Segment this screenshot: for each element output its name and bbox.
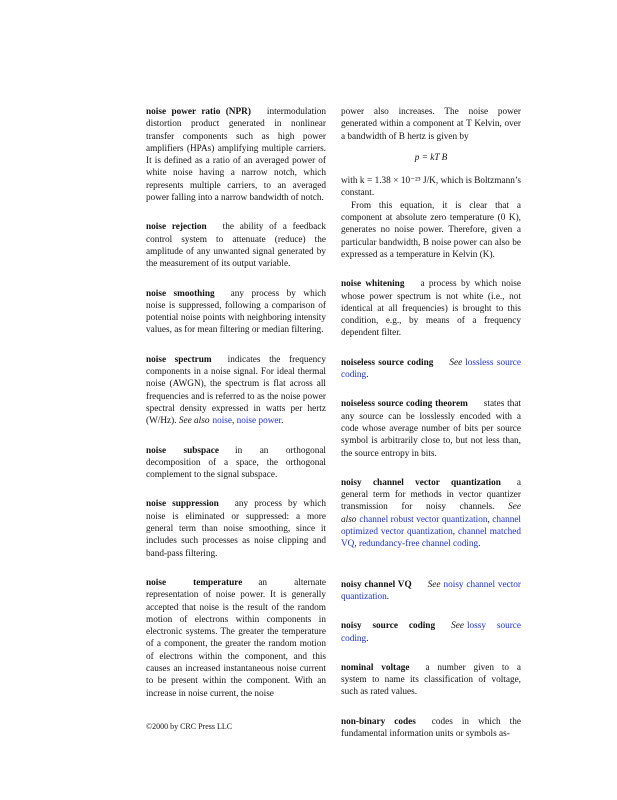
entry-term: noisy channel vector quantization [341, 477, 501, 488]
entry-noiseless-source-coding [341, 357, 521, 382]
entry-definition: an alternate representation of noise power. It is generally accepted that noise is the result of the random motion of electrons within components in electronic systems. The greater the temperature of a component, the greater the random motion of electrons within the component, and this causes an increased instantaneous noise current to be present within the component. With an increase in noise current, the noise [146, 577, 326, 699]
entry-term: noise temperature [146, 577, 243, 588]
entry-definition: a general term for methods in vector quantizer transmission for noisy channels. [341, 477, 521, 513]
link-redundancy-free-channel-coding[interactable]: redundancy-free channel coding [359, 539, 479, 550]
entry-term: noiseless source coding [341, 357, 434, 368]
entry-term: non-binary codes [341, 716, 416, 727]
entry-definition: the ability of a feedback control system to attenuate (reduce) the amplitude of any unwanted signal generated by the measurement of its output variable. [146, 222, 326, 270]
link-noise[interactable]: noise [212, 416, 232, 427]
see-also-label: See also [178, 416, 210, 427]
link-separator: , [452, 527, 458, 538]
entry-definition: states that any source can be losslessly encoded with a code whose average number of bits per source symbol is arbitrarily close to, but not less than, the source entropy in bits. [341, 399, 522, 459]
entry-term: noise whitening [341, 279, 405, 290]
entry-term: noiseless source coding theorem [341, 399, 468, 410]
link-channel-optimized-vq[interactable]: channel optimized vector quantization [341, 514, 521, 538]
entry-definition: indicates the frequency components in a noise signal. For ideal thermal noise (AWGN), the spectrum is flat across all frequencies and is referred to as the noise power spectral density expressed in watts per hertz (W/Hz). [146, 354, 326, 427]
left-column [146, 106, 326, 717]
entry-noise-temperature-continued [341, 106, 521, 261]
entry-noise-temperature [146, 577, 326, 700]
entry-end: . [281, 416, 284, 427]
entry-term: nominal voltage [341, 662, 410, 673]
entry-end: . [478, 539, 481, 550]
entry-noisy-channel-vector-quantization [341, 477, 521, 551]
entry-definition: any process by which noise is eliminated or suppressed: a more general term than noise smoothing, since it includes such processes as noise clipping and band-pass filtering. [146, 499, 326, 559]
see-label: See [451, 621, 464, 632]
link-lossy-source-coding[interactable]: lossy source coding [341, 621, 521, 644]
entry-noise-rejection [146, 221, 326, 270]
entry-term: noise suppression [146, 499, 219, 510]
link-noise-power[interactable]: noise power [236, 416, 282, 427]
entry-term: noise smoothing [146, 288, 215, 299]
link-channel-robust-vq[interactable]: channel robust vector quantization [359, 514, 488, 525]
see-label: See [427, 579, 441, 590]
entry-noise-suppression [146, 498, 326, 559]
entry-term: noise power ratio (NPR) [146, 107, 251, 117]
entry-end: . [366, 370, 369, 381]
entry-noise-whitening [341, 278, 521, 339]
entry-noise-power-ratio [146, 106, 326, 204]
entry-term: noisy source coding [341, 621, 436, 632]
link-lossless-source-coding[interactable]: lossless source coding [341, 357, 521, 381]
entry-definition: in an orthogonal decomposition of a space, the orthogonal complement to the signal subspace. [146, 445, 326, 481]
right-column [341, 106, 521, 757]
entry-definition: power also increases. The noise power generated within a component at T Kelvin, over a bandwidth of B hertz is given by [341, 107, 521, 142]
link-separator: , [231, 416, 237, 427]
entry-end: . [366, 633, 369, 644]
entry-end: . [386, 591, 390, 602]
entry-noisy-source-coding [341, 620, 521, 645]
entry-definition: codes in which the fundamental information units or symbols as- [341, 716, 521, 739]
see-label: See [449, 357, 463, 368]
entry-term: noise rejection [146, 222, 207, 233]
link-noisy-channel-vector-quantization[interactable]: noisy channel vector quantization [341, 579, 521, 602]
link-separator: , [487, 514, 493, 525]
entry-noisy-channel-vq [341, 579, 521, 604]
formula-noise-power: p = kT B [414, 152, 448, 163]
entry-noise-smoothing [146, 288, 326, 337]
entry-term: noise subspace [146, 445, 220, 456]
entry-term: noisy channel VQ [341, 579, 412, 590]
entry-paragraph: From this equation, it is clear that a component at absolute zero temperature (0 K), generates no noise power. Therefore, given a particular bandwidth, B noise power can also be expressed as a temperature in Kelvin (K). [341, 200, 521, 260]
entry-definition: a number given to a system to name its classification of voltage, such as rated values. [341, 662, 521, 698]
copyright-footer: ©2000 by CRC Press LLC [146, 722, 233, 731]
entry-nominal-voltage [341, 662, 521, 699]
entry-noiseless-source-coding-theorem [341, 398, 521, 459]
entry-definition: a process by which noise whose power spectrum is not white (i.e., not identical at all frequencies) is brought to this condition, e.g., by means of a frequency dependent filter. [341, 279, 522, 339]
link-channel-matched-vq[interactable]: channel matched VQ [341, 527, 522, 550]
see-also-label: See also [341, 502, 521, 525]
entry-non-binary-codes [341, 716, 521, 741]
entry-definition: any process by which noise is suppressed, following a comparison of potential noise points with neighboring intensity values, as for mean filtering or median filtering. [146, 288, 326, 336]
formula-explanation: with k = 1.38 × 10⁻²³ J/K, which is Boltzmann’s constant. [341, 176, 521, 199]
entry-term: noise spectrum [146, 354, 212, 365]
link-separator: , [354, 539, 359, 550]
entry-noise-spectrum [146, 354, 326, 428]
entry-definition: intermodulation distortion product generated in nonlinear transfer components such as high power amplifiers (HPAs) amplifying multiple carriers. It is defined as a ratio of an averaged power of white noise having a narrow notch, which represents multiple carriers, to an averaged power falling into a narrow bandwidth of notch. [146, 107, 326, 204]
entry-noise-subspace [146, 445, 326, 482]
